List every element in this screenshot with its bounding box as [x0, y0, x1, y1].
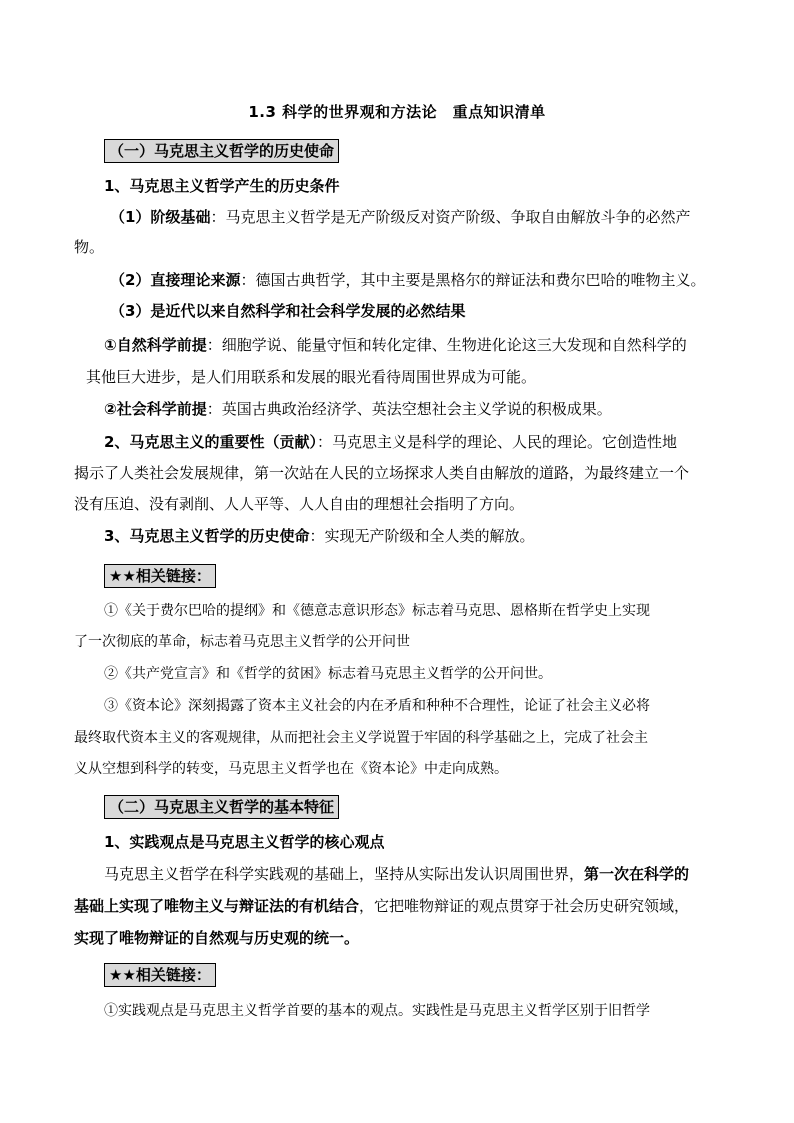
paragraph-theory-source: [110, 270, 705, 290]
text-practice-2: ，它把唯物辩证的观点贯穿于社会历史研究领域，: [359, 897, 690, 915]
paragraph-science-result: （3）是近代以来自然科学和社会科学发展的必然结果: [110, 302, 466, 320]
paragraph-natural-science: [104, 335, 687, 355]
related-links-heading-1: ★★相关链接：: [104, 564, 216, 588]
label-mission: 3、马克思主义哲学的历史使命: [104, 527, 310, 545]
bold-practice-2: 基础上实现了唯物主义与辩证法的有机结合: [74, 897, 360, 915]
paragraph-importance-cont-2: 没有压迫、没有剥削、人人平等、人人自由的理想社会指明了方向。: [74, 495, 525, 513]
link-item-3-cont-1: 最终取代资本主义的客观规律，从而把社会主义学说置于牢固的科学基础之上，完成了社会主: [74, 730, 648, 746]
text-natural-science: ：细胞学说、能量守恒和转化定律、生物进化论这三大发现和自然科学的: [206, 336, 687, 354]
section-heading-2: （二）马克思主义哲学的基本特征: [104, 795, 339, 819]
label-natural-science: ①自然科学前提: [104, 336, 207, 354]
related-links-heading-2: ★★相关链接：: [104, 963, 216, 987]
text-class-basis: ：马克思主义哲学是无产阶级反对资产阶级、争取自由解放斗争的必然产: [210, 208, 691, 226]
label-class-basis: （1）阶级基础: [110, 208, 211, 226]
link-item-2: ②《共产党宣言》和《哲学的贫困》标志着马克思主义哲学的公开问世。: [104, 666, 552, 682]
label-theory-source: （2）直接理论来源: [110, 271, 241, 289]
text-theory-source: ：德国古典哲学，其中主要是黑格尔的辩证法和费尔巴哈的唯物主义。: [240, 271, 706, 289]
paragraph-class-basis-cont: 物。: [74, 238, 105, 256]
link-item-practice-1: ①实践观点是马克思主义哲学首要的基本的观点。实践性是马克思主义哲学区别于旧哲学: [104, 1003, 650, 1019]
paragraph-importance-cont-1: 揭示了人类社会发展规律，第一次站在人民的立场探求人类自由解放的道路，为最终建立一个: [74, 464, 690, 482]
link-item-3: ③《资本论》深刻揭露了资本主义社会的内在矛盾和种种不合理性，论证了社会主义必将: [104, 698, 650, 714]
heading-historical-conditions: 1、马克思主义哲学产生的历史条件: [104, 177, 340, 195]
bold-practice-1: 第一次在科学的: [584, 865, 690, 883]
page-title: 1.3 科学的世界观和方法论 重点知识清单: [248, 103, 546, 121]
link-item-1: ①《关于费尔巴哈的提纲》和《德意志意识形态》标志着马克思、恩格斯在哲学史上实现: [104, 603, 650, 619]
section-heading-1: （一）马克思主义哲学的历史使命: [104, 139, 339, 163]
paragraph-practice-2: [74, 896, 689, 916]
link-item-1-cont: 了一次彻底的革命，标志着马克思主义哲学的公开问世: [74, 634, 410, 650]
paragraph-mission: [104, 526, 534, 546]
paragraph-practice-3: 实现了唯物辩证的自然观与历史观的统一。: [74, 929, 360, 947]
text-practice-1: 马克思主义哲学在科学实践观的基础上，坚持从实际出发认识周围世界，: [104, 865, 585, 883]
label-importance: 2、马克思主义的重要性（贡献）: [104, 433, 317, 451]
paragraph-practice-1: [104, 864, 689, 884]
paragraph-social-science: [104, 399, 612, 419]
link-item-3-cont-2: 义从空想到科学的转变，马克思主义哲学也在《资本论》中走向成熟。: [74, 761, 508, 777]
paragraph-importance: [104, 432, 677, 452]
label-social-science: ②社会科学前提: [104, 400, 207, 418]
text-social-science: ：英国古典政治经济学、英法空想社会主义学说的积极成果。: [206, 400, 612, 418]
paragraph-natural-science-cont: 其他巨大进步，是人们用联系和发展的眼光看待周围世界成为可能。: [86, 368, 537, 386]
heading-practice-viewpoint: 1、实践观点是马克思主义哲学的核心观点: [104, 833, 385, 851]
paragraph-class-basis: [110, 207, 690, 227]
text-mission: ：实现无产阶级和全人类的解放。: [309, 527, 535, 545]
text-importance: ：马克思主义是科学的理论、人民的理论。它创造性地: [316, 433, 677, 451]
